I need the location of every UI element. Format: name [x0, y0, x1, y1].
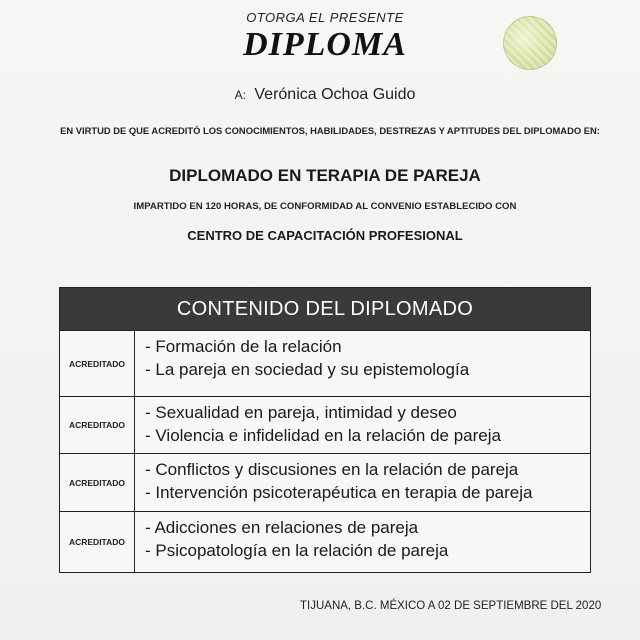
table-row	[60, 453, 590, 511]
diploma-title: DIPLOMA	[243, 26, 407, 63]
topics-cell	[135, 397, 590, 453]
table-row	[60, 330, 590, 396]
hours-statement: IMPARTIDO EN 120 HORAS, DE CONFORMIDAD AL CONVENIO ESTABLECIDO CON	[133, 201, 517, 212]
recipient-prefix: A:	[234, 88, 246, 102]
topic-item: - Formación de la relación	[145, 337, 342, 356]
topics-cell	[135, 331, 590, 396]
status-cell: ACREDITADO	[60, 331, 135, 396]
institution-name: CENTRO DE CAPACITACIÓN PROFESIONAL	[187, 228, 463, 243]
status-cell: ACREDITADO	[60, 397, 135, 453]
topic-item: - Psicopatología en la relación de pareja	[145, 541, 449, 560]
otorga-heading: OTORGA EL PRESENTE	[246, 10, 404, 25]
topics-cell	[135, 512, 590, 572]
statement-text: EN VIRTUD DE QUE ACREDITÓ LOS CONOCIMIENTOS, HABILIDADES, DESTREZAS Y APTITUDES DEL DIPLOMADO EN:	[60, 125, 600, 136]
content-table-header: CONTENIDO DEL DIPLOMADO	[60, 288, 590, 330]
content-table	[59, 287, 591, 573]
topics-cell	[135, 454, 590, 511]
topic-item: - La pareja en sociedad y su epistemología	[145, 360, 470, 379]
table-row	[60, 396, 590, 453]
recipient-name: Verónica Ochoa Guido	[254, 86, 416, 103]
topic-item: - Conflictos y discusiones en la relación de pareja	[145, 460, 519, 479]
table-row	[60, 511, 590, 572]
place-date: TIJUANA, B.C. MÉXICO A 02 DE SEPTIEMBRE DEL 2020	[300, 600, 602, 612]
course-title: DIPLOMADO EN TERAPIA DE PAREJA	[169, 166, 481, 185]
status-cell: ACREDITADO	[60, 454, 135, 511]
recipient-line	[0, 86, 640, 104]
hologram-seal	[503, 16, 557, 70]
topic-item: - Sexualidad en pareja, intimidad y deseo	[145, 403, 457, 422]
topic-item: - Intervención psicoterapéutica en terapia de pareja	[145, 483, 533, 502]
status-cell: ACREDITADO	[60, 512, 135, 572]
topic-item: - Violencia e infidelidad en la relación de pareja	[145, 426, 501, 445]
topic-item: - Adicciones en relaciones de pareja	[145, 518, 419, 537]
